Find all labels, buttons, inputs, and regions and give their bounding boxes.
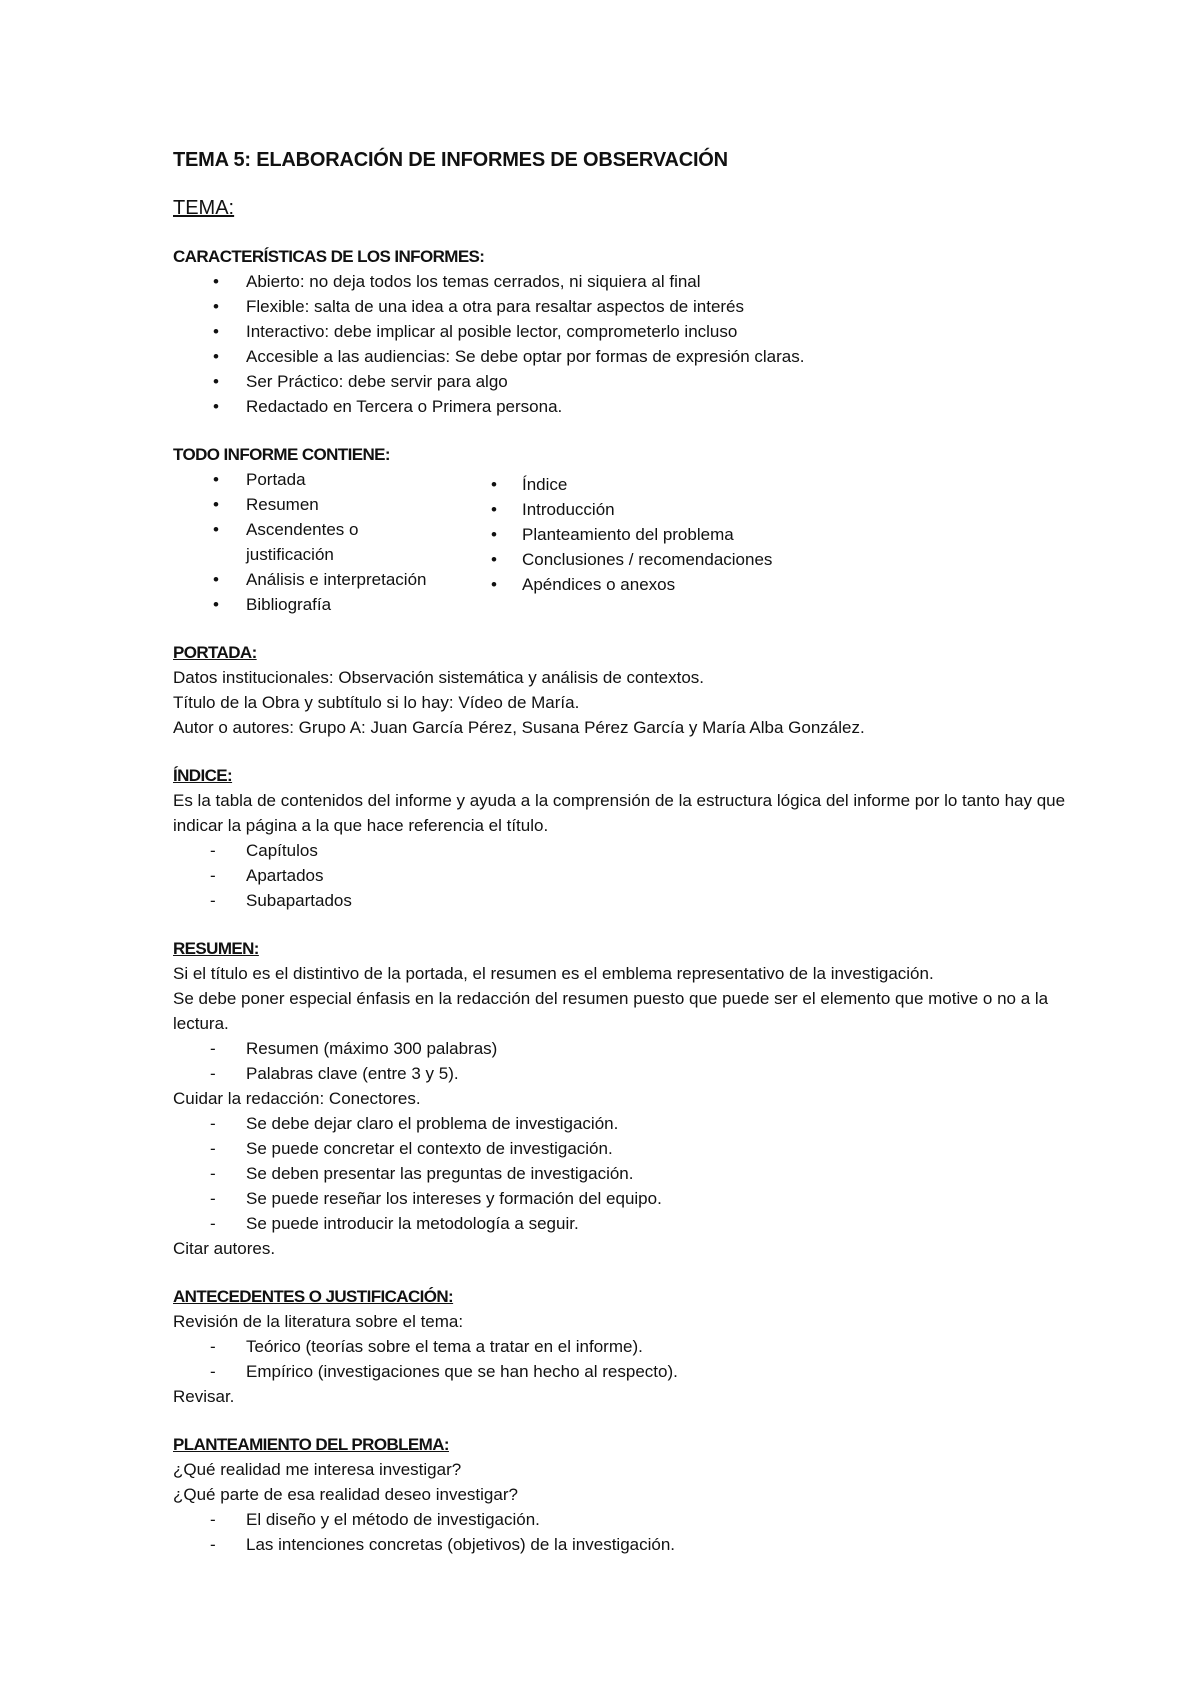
list-item: • Resumen [173,492,451,517]
list-item: - Las intenciones concretas (objetivos) de la investigación. [173,1532,1073,1557]
caracteristicas-list [173,269,1073,419]
resumen-text: Citar autores. [173,1239,276,1258]
caracteristicas-heading: CARACTERÍSTICAS DE LOS INFORMES: [173,247,485,266]
portada-line: Autor o autores: Grupo A: Juan García Pérez, Susana Pérez García y María Alba González. [173,718,865,737]
section-portada [173,640,1073,740]
antecedentes-heading: ANTECEDENTES O JUSTIFICACIÓN: [173,1287,454,1306]
tema-label: TEMA: [173,197,235,219]
contiene-left-column [173,467,451,617]
list-item: • Ser Práctico: debe servir para algo [173,369,1073,394]
antecedentes-list [173,1334,1073,1384]
portada-line: Título de la Obra y subtítulo si lo hay: Vídeo de María. [173,693,580,712]
resumen-list [173,1111,1073,1236]
indice-list [173,838,1073,913]
planteamiento-list [173,1507,1073,1557]
list-item: • Análisis e interpretación [173,567,451,592]
list-item: • Conclusiones / recomendaciones [451,547,772,572]
resumen-text: Si el título es el distintivo de la portada, el resumen es el emblema representativo de la investigación. [173,964,934,983]
planteamiento-question: ¿Qué parte de esa realidad deseo investigar? [173,1485,518,1504]
list-item: • Bibliografía [173,592,451,617]
contiene-heading: TODO INFORME CONTIENE: [173,445,390,464]
document-title: TEMA 5: ELABORACIÓN DE INFORMES DE OBSERVACIÓN [173,149,728,171]
list-item: - El diseño y el método de investigación. [173,1507,1073,1532]
section-resumen [173,936,1073,1261]
list-item: - Empírico (investigaciones que se han hecho al respecto). [173,1359,1073,1384]
contiene-right-column [451,467,772,617]
antecedentes-text: Revisión de la literatura sobre el tema: [173,1312,464,1331]
portada-heading: PORTADA: [173,643,257,662]
list-item: • Planteamiento del problema [451,522,772,547]
indice-text: Es la tabla de contenidos del informe y ayuda a la comprensión de la estructura lógica del informe por lo tanto hay que indicar la página a la que hace referencia el título. [173,791,1066,835]
list-item: • Redactado en Tercera o Primera persona. [173,394,1073,419]
list-item: - Capítulos [173,838,1073,863]
list-item: - Se deben presentar las preguntas de investigación. [173,1161,1073,1186]
section-contiene [173,442,1073,617]
list-item: • Portada [173,467,451,492]
list-item: • Flexible: salta de una idea a otra para resaltar aspectos de interés [173,294,1073,319]
resumen-text: Se debe poner especial énfasis en la redacción del resumen puesto que puede ser el elemento que motive o no a la lectura. [173,989,1049,1033]
list-item: • Índice [451,472,772,497]
list-item: • Abierto: no deja todos los temas cerrados, ni siquiera al final [173,269,1073,294]
list-item: • Interactivo: debe implicar al posible lector, comprometerlo incluso [173,319,1073,344]
portada-line: Datos institucionales: Observación sistemática y análisis de contextos. [173,668,705,687]
resumen-list [173,1036,1073,1086]
section-caracteristicas [173,244,1073,419]
section-planteamiento [173,1432,1073,1557]
resumen-heading: RESUMEN: [173,939,259,958]
contiene-columns [173,467,1073,617]
list-item: - Se puede introducir la metodología a seguir. [173,1211,1073,1236]
list-item: - Se debe dejar claro el problema de investigación. [173,1111,1073,1136]
section-indice [173,763,1073,913]
list-item: • Ascendentes o justificación [173,517,451,567]
list-item: • Apéndices o anexos [451,572,772,597]
list-item: - Se puede concretar el contexto de investigación. [173,1136,1073,1161]
list-item: • Accesible a las audiencias: Se debe optar por formas de expresión claras. [173,344,1073,369]
list-item: - Resumen (máximo 300 palabras) [173,1036,1073,1061]
antecedentes-text: Revisar. [173,1387,235,1406]
list-item: • Introducción [451,497,772,522]
list-item: - Subapartados [173,888,1073,913]
planteamiento-question: ¿Qué realidad me interesa investigar? [173,1460,462,1479]
list-item: - Se puede reseñar los intereses y formación del equipo. [173,1186,1073,1211]
list-item: - Apartados [173,863,1073,888]
planteamiento-heading: PLANTEAMIENTO DEL PROBLEMA: [173,1435,449,1454]
document-page [173,148,1073,1557]
resumen-text: Cuidar la redacción: Conectores. [173,1089,421,1108]
list-item: - Teórico (teorías sobre el tema a tratar en el informe). [173,1334,1073,1359]
section-antecedentes [173,1284,1073,1409]
indice-heading: ÍNDICE: [173,766,233,785]
list-item: - Palabras clave (entre 3 y 5). [173,1061,1073,1086]
